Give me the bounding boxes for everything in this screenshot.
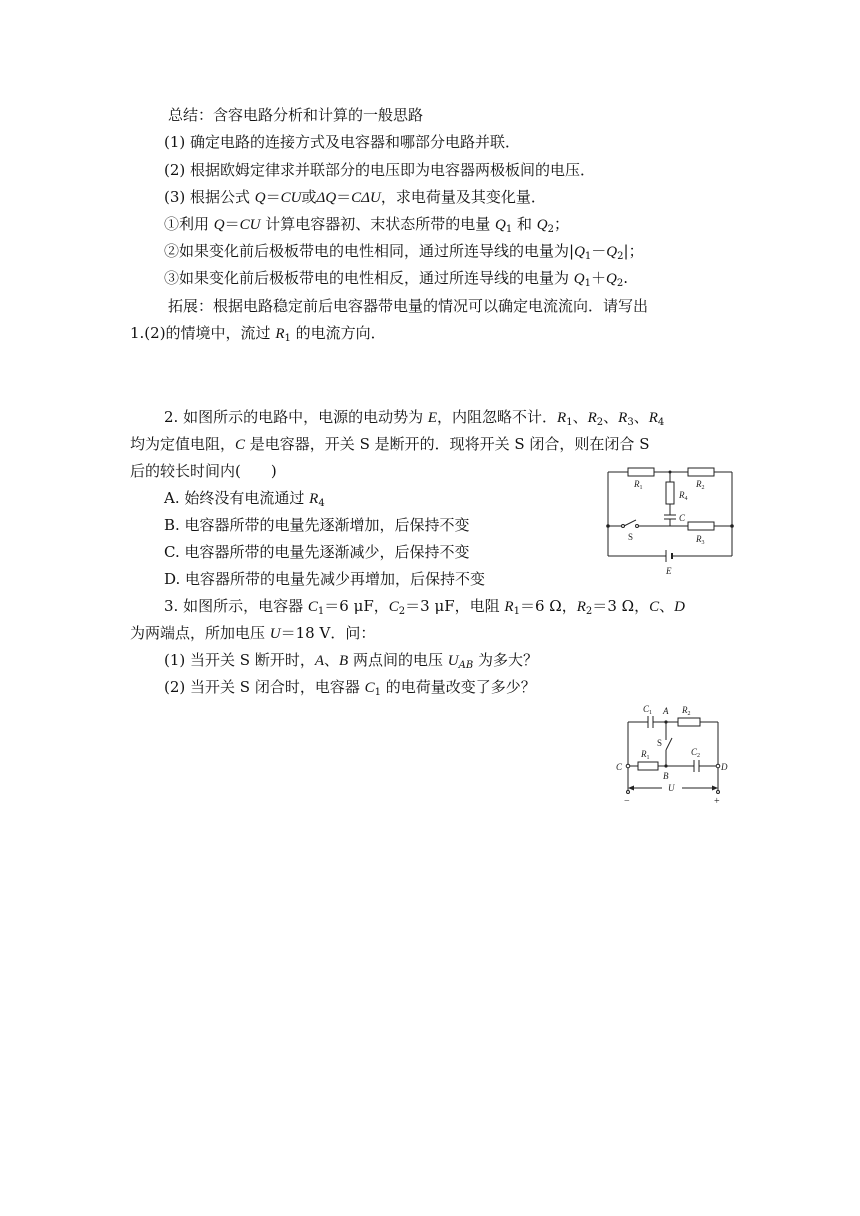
q2-line-2: 均为定值电阻，C 是电容器，开关 S 是断开的．现将开关 S 闭合，则在闭合 S bbox=[130, 435, 650, 453]
q2-line-1: 2. 如图所示的电路中，电源的电动势为 E，内阻忽略不计．$R_1$、$R_2$、$R_3$、$R_4$ bbox=[164, 408, 665, 428]
label-b: B bbox=[663, 771, 669, 781]
label-u: U bbox=[668, 783, 675, 793]
label-r2: $R_2$ bbox=[696, 479, 705, 491]
summary-case-1: ①利用 Q＝CU 计算电容器初、末状态所带的电量 $Q_1$ 和 $Q_2$； bbox=[164, 215, 570, 235]
label-r3: $R_3$ bbox=[696, 534, 705, 546]
label-d: D bbox=[721, 762, 728, 772]
circuit-diagram-q3 bbox=[612, 700, 736, 810]
q3-line-1: 3. 如图所示，电容器 $C_1=6$ μF，$C_2=3$ μF，电阻 $R_1=6$ Ω，$R_2=3$ Ω，C、D bbox=[164, 597, 685, 617]
q2-option-a[interactable]: A. 始终没有电流通过 $R_4$ bbox=[164, 489, 325, 509]
label-a: A bbox=[663, 706, 669, 716]
label-r2: $R_2$ bbox=[682, 705, 691, 717]
summary-step-2: (2) 根据欧姆定律求并联部分的电压即为电容器两极板间的电压． bbox=[164, 161, 596, 179]
label-s: S bbox=[628, 532, 634, 542]
circuit-diagram-q2 bbox=[600, 462, 740, 582]
label-minus: − bbox=[624, 796, 630, 807]
label-r1: $R_1$ bbox=[641, 749, 650, 761]
label-c: C bbox=[616, 762, 623, 772]
q3-part-2: (2) 当开关 S 闭合时，电容器 $C_1$ 的电荷量改变了多少？ bbox=[164, 678, 536, 698]
summary-step-3: (3) 根据公式 Q＝CU或ΔQ＝CΔU，求电荷量及其变化量． bbox=[164, 188, 546, 206]
label-e: E bbox=[666, 566, 672, 576]
summary-title: 总结：含容电路分析和计算的一般思路 bbox=[168, 106, 424, 124]
label-c: C bbox=[679, 513, 686, 523]
q3-part-1: (1) 当开关 S 断开时，A、B 两点间的电压 $U_{AB}$ 为多大？ bbox=[164, 651, 538, 671]
label-r1: $R_1$ bbox=[634, 479, 643, 491]
label-c1: $C_1$ bbox=[643, 704, 653, 716]
summary-case-3: ③如果变化前后极板带电的电性相反，通过所连导线的电量为 $Q_1+Q_2$. bbox=[164, 269, 629, 289]
q2-option-b[interactable]: B. 电容器所带的电量先逐渐增加，后保持不变 bbox=[164, 516, 470, 534]
label-s: S bbox=[657, 738, 663, 748]
extension-line-1: 拓展：根据电路稳定前后电容器带电量的情况可以确定电流流向．请写出 bbox=[168, 297, 649, 315]
q2-line-3: 后的较长时间内( ) bbox=[130, 462, 277, 480]
extension-line-2: 1.(2)的情境中，流过 $R_1$ 的电流方向． bbox=[130, 324, 386, 344]
q3-line-2: 为两端点，所加电压 U＝18 V．问： bbox=[130, 624, 376, 642]
label-r4: $R_4$ bbox=[679, 490, 688, 502]
summary-step-1: (1) 确定电路的连接方式及电容器和哪部分电路并联． bbox=[164, 133, 521, 151]
q2-option-c[interactable]: C. 电容器所带的电量先逐渐减少，后保持不变 bbox=[164, 543, 470, 561]
q2-option-d[interactable]: D. 电容器所带的电量先减少再增加，后保持不变 bbox=[164, 570, 486, 588]
summary-case-2: ②如果变化前后极板带电的电性相同，通过所连导线的电量为$|Q_1-Q_2|$； bbox=[164, 242, 644, 262]
label-c2: $C_2$ bbox=[691, 747, 701, 759]
label-plus: + bbox=[714, 796, 720, 807]
